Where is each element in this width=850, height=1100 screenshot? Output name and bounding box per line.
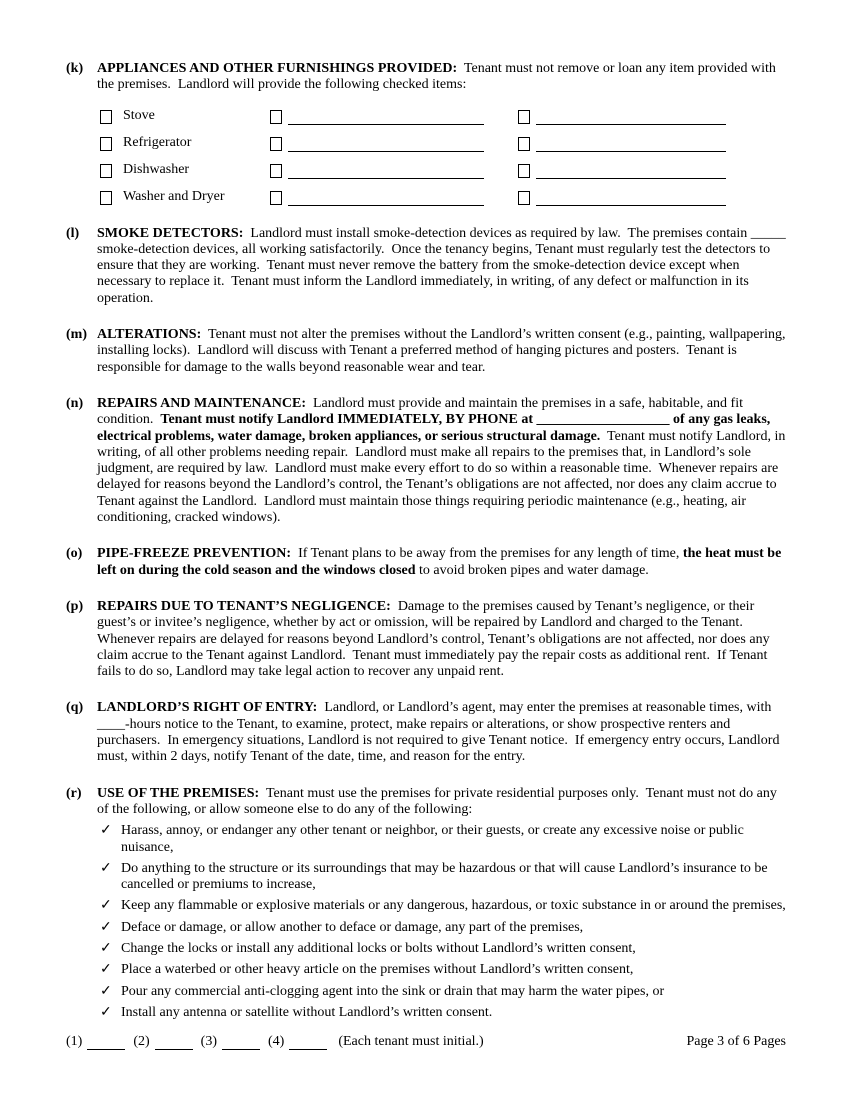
appliance-row-stove [97,98,786,125]
custom-item-3-checkbox[interactable] [270,164,282,178]
initial-slot-label: (1) [66,1034,83,1049]
section-paragraph [97,786,786,819]
tenant-3-initials-blank[interactable] [222,1036,260,1050]
section-title: REPAIRS AND MAINTENANCE: [97,395,306,411]
page-number: Page 3 of 6 Pages [686,1034,786,1049]
initial-slot-label: (4) [267,1034,285,1049]
section-paragraph [97,61,786,94]
section-label: (p) [66,598,84,614]
list-item-text: Install any antenna or satellite without Landlord’s written consent. [121,1004,493,1020]
washer-dryer-label: Washer and Dryer [123,189,225,205]
section-label: (n) [66,395,84,411]
checkmark-icon: ✓ [100,962,112,978]
notify-bold-text: Tenant must notify Landlord IMMEDIATELY, BY PHONE at [160,412,537,428]
checkmark-icon: ✓ [100,823,112,839]
notify-bold-text: of any gas leaks, electrical problems, water damage, broken appliances, or serious structural damage. [97,412,774,444]
section-body-text: -hours notice to the Tenant, to examine, protect, make repairs or alterations, or show prospective renters and purchasers. In emergency situations, Landlord is not required to give Tenant notice. If emergency entry occurs, Landlord must, within 2 days, notify Tenant of the date, time, and reason for the entry. [97,716,783,765]
custom-item-7-blank[interactable] [536,164,726,179]
custom-item-5-blank[interactable] [536,110,726,125]
section-pipe-freeze [66,546,786,579]
section-title: REPAIRS DUE TO TENANT’S NEGLIGENCE: [97,598,391,614]
section-body-text: Tenant must not remove or loan any item provided with the premises. Landlord will provide the following checked items: [97,61,780,93]
checkmark-icon: ✓ [100,983,112,999]
list-item-text: Place a waterbed or other heavy article on the premises without Landlord’s written consent, [121,962,634,978]
dishwasher-checkbox[interactable] [100,164,112,178]
initial-slot-2 [133,1034,192,1050]
section-body-text: If Tenant plans to be away from the premises for any length of time, [291,546,683,562]
custom-item-8-blank[interactable] [536,191,726,206]
list-item [100,861,786,894]
section-label: (q) [66,700,84,716]
appliance-row-dishwasher [97,152,786,179]
initial-slot-label: (3) [200,1034,217,1049]
initial-slot-1 [66,1034,125,1050]
section-repairs-maintenance [66,395,789,526]
stove-checkbox[interactable] [100,110,112,124]
refrigerator-checkbox[interactable] [100,137,112,151]
section-body-text: Landlord must install smoke-detection devices as required by law. The premises contain [243,225,751,241]
custom-item-7-checkbox[interactable] [518,164,530,178]
section-body-text: to avoid broken pipes and water damage. [415,562,649,578]
checkmark-icon: ✓ [100,940,112,956]
custom-item-4-checkbox[interactable] [270,191,282,205]
stove-label: Stove [123,108,155,124]
section-paragraph [97,599,786,680]
checkmark-icon: ✓ [100,898,112,914]
list-item [100,823,786,856]
appliance-row-washer-dryer [97,179,786,206]
checkmark-icon: ✓ [100,1004,112,1020]
tenant-initials-row [66,1034,484,1050]
custom-item-2-blank[interactable] [288,137,484,152]
list-item-text: Pour any commercial anti-clogging agent into the sink or drain that may harm the water pipes, or [121,983,665,999]
section-right-of-entry [66,700,786,765]
list-item-text: Do anything to the structure or its surroundings that may be hazardous or that will cause Landlord’s insurance to be cancelled or premiums to increase, [121,860,772,893]
section-title: LANDLORD’S RIGHT OF ENTRY: [97,700,318,716]
custom-item-6-blank[interactable] [536,137,726,152]
section-paragraph [97,327,790,376]
refrigerator-label: Refrigerator [123,135,192,151]
list-item [100,962,786,978]
initial-slot-4 [268,1034,327,1050]
section-paragraph [97,546,786,579]
section-label: (l) [66,225,80,241]
custom-item-6-checkbox[interactable] [518,137,530,151]
custom-item-2-checkbox[interactable] [270,137,282,151]
page-footer [66,1034,786,1050]
section-title: USE OF THE PREMISES: [97,785,260,801]
section-paragraph [97,395,789,526]
list-item [100,1005,786,1021]
section-title: SMOKE DETECTORS: [97,225,244,241]
custom-item-4-blank[interactable] [288,191,484,206]
section-body-text: Landlord, or Landlord’s agent, may enter the premises at reasonable times, with [317,700,775,716]
custom-item-5-checkbox[interactable] [518,110,530,124]
section-use-of-premises [66,786,786,1027]
initial-slot-3 [201,1034,260,1050]
custom-item-8-checkbox[interactable] [518,191,530,205]
section-body-text: Tenant must use the premises for private residential purposes only. Tenant must not do any of the following, or allow someone else to do any of the following: [97,785,781,817]
section-smoke-detectors [66,225,790,307]
smoke-detector-count-blank[interactable]: _____ [750,225,786,241]
section-title: PIPE-FREEZE PREVENTION: [97,546,292,562]
section-body-text: Damage to the premises caused by Tenant’s negligence, or their guest’s or invitee’s negligence, whether by act or omission, will be repaired by Landlord and charged to the Tenant. Whenever repairs are delayed for reasons beyond Landlord’s control, Tenant’s obligations are not affected, nor does any claim accrue to the Tenant against Landlord. Tenant must immediately pay the repair costs as additional rent. If Tenant fails to do so, Landlord may take legal action to recover any unpaid rent. [97,598,774,680]
section-body-text: Tenant must not alter the premises without the Landlord’s written consent (e.g., painting, wallpapering, installing locks). Landlord will discuss with Tenant a preferred method of hanging pictures and posters. Tenant is responsible for damage to the walls beyond reasonable wear and tear. [97,327,790,375]
section-appliances [66,61,786,206]
section-label: (m) [66,327,87,343]
section-label: (o) [66,546,83,562]
tenant-1-initials-blank[interactable] [87,1036,125,1050]
section-label: (r) [66,785,82,801]
initials-instruction: (Each tenant must initial.) [338,1034,484,1049]
prohibited-uses-list [100,823,786,1021]
section-body-text: Landlord must provide and maintain the premises in a safe, habitable, and fit condition. [97,395,747,428]
list-item [100,984,786,1000]
section-title: APPLIANCES AND OTHER FURNISHINGS PROVIDED: [97,61,458,76]
checkmark-icon: ✓ [100,860,112,876]
section-body-text: Tenant must notify Landlord, in writing, of all other problems needing repair. Landlord must make all repairs to the premises that, in Landlord’s sole judgment, are required by law. Landlord must make every effort to do so within a reasonable time. Whenever repairs are delayed for reasons beyond the Landlord’s control, the Tenant’s obligations are not affected, nor does any claim accrue to Tenant against the Landlord. Landlord must maintain those things requiring periodic maintenance (e.g., heating, air conditioning, cracked windows). [97,428,789,526]
list-item-text: Keep any flammable or explosive materials or any dangerous, hazardous, or toxic substance in or around the premises, [121,898,786,914]
section-title: ALTERATIONS: [97,327,202,343]
custom-item-1-blank[interactable] [288,110,484,125]
section-body-text: smoke-detection devices, all working satisfactorily. Once the tenancy begins, Tenant must regularly test the detectors to ensure that they are working. Tenant must never remove the battery from the smoke-detection device except when necessary to replace it. Tenant must inform the Landlord immediately, in writing, of any defect or malfunction in its operation. [97,225,790,306]
heat-bold-text: the heat must be left on during the cold season and the windows closed [97,546,785,578]
checkmark-icon: ✓ [100,919,112,935]
list-item-text: Harass, annoy, or endanger any other tenant or neighbor, or their guests, or create any excessive noise or public nuisance, [121,823,748,855]
list-item-text: Change the locks or install any additional locks or bolts without Landlord’s written consent, [121,940,636,956]
section-paragraph [97,225,790,307]
list-item-text: Deface or damage, or allow another to deface or damage, any part of the premises, [121,919,584,935]
landlord-phone-blank[interactable]: ___________________ [536,412,670,428]
dishwasher-label: Dishwasher [123,162,190,178]
list-item [100,920,786,936]
section-paragraph [97,700,786,765]
list-item [100,898,786,914]
tenant-4-initials-blank[interactable] [289,1036,327,1050]
custom-item-1-checkbox[interactable] [270,110,282,124]
list-item [100,941,786,957]
tenant-2-initials-blank[interactable] [155,1036,193,1050]
section-alterations [66,327,790,376]
custom-item-3-blank[interactable] [288,164,484,179]
section-label: (k) [66,61,84,76]
appliance-checklist [97,98,786,206]
washer-dryer-checkbox[interactable] [100,191,112,205]
entry-notice-hours-blank[interactable]: ____ [97,716,125,732]
section-tenant-negligence [66,599,786,680]
appliance-row-refrigerator [97,125,786,152]
initial-slot-label: (2) [133,1034,150,1049]
